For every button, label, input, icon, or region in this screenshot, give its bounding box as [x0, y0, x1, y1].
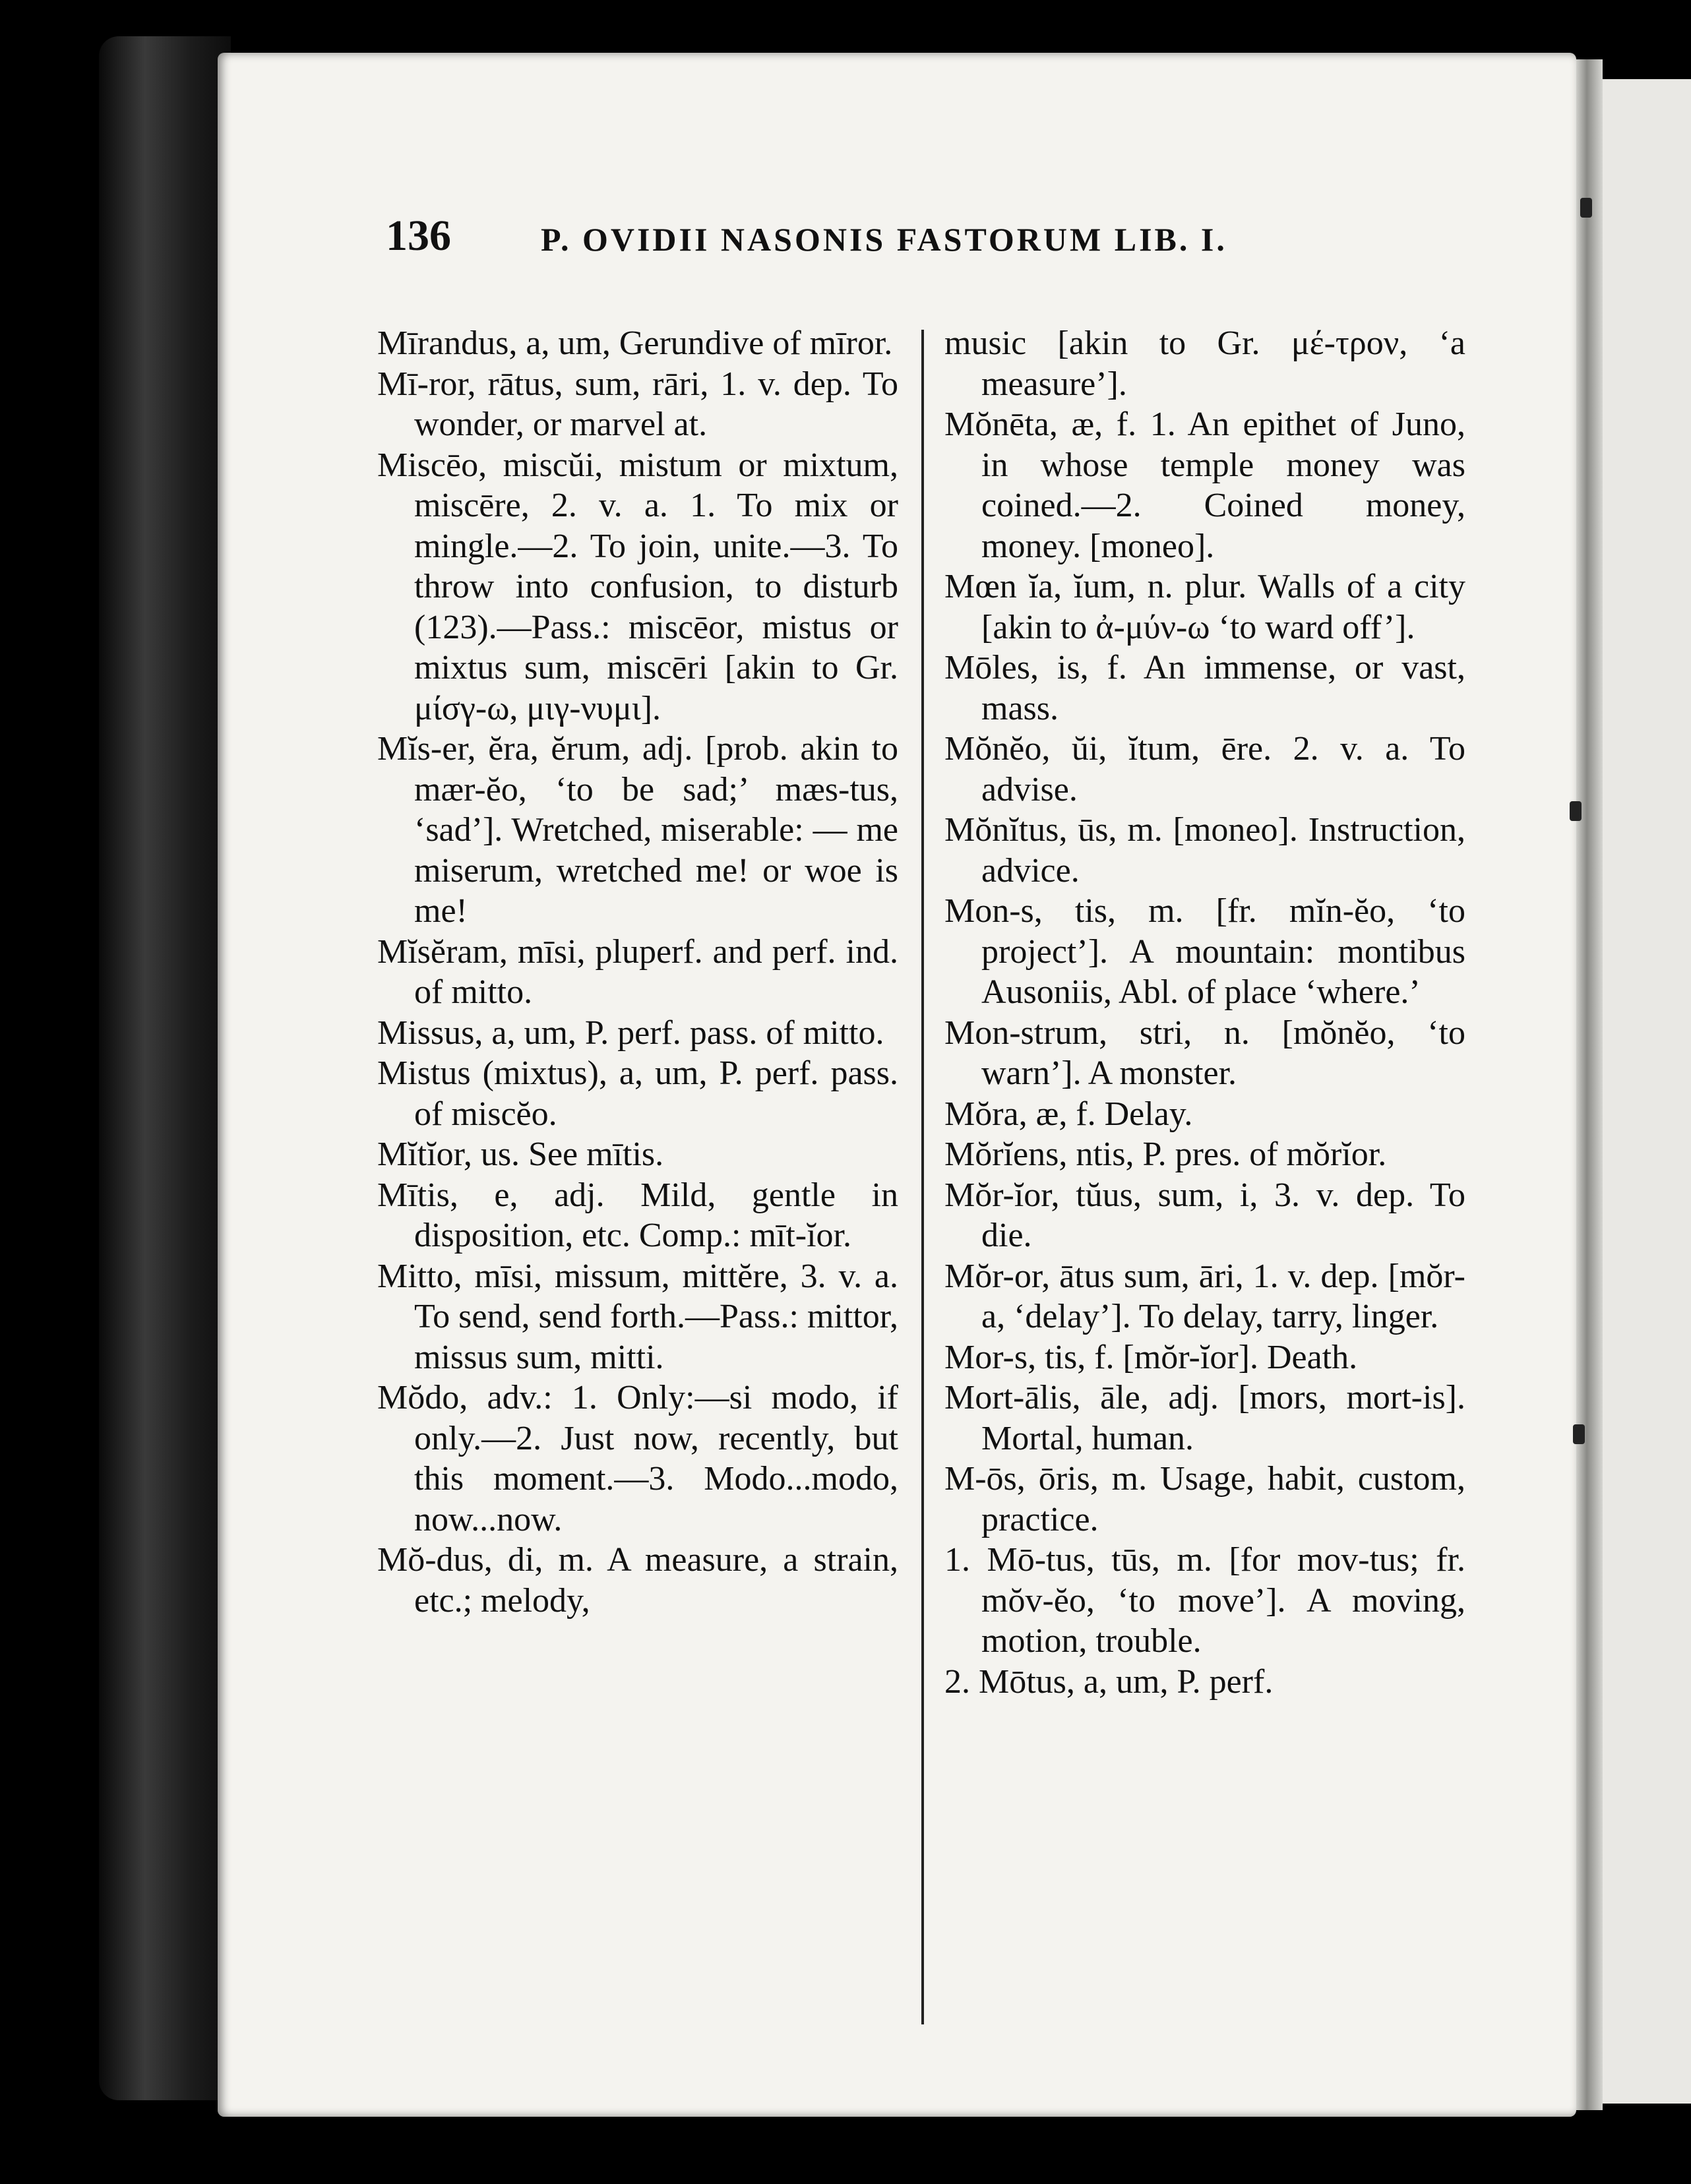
dictionary-entry: Mŏr-ĭor, tŭus, sum, i, 3. v. dep. To die.	[944, 1176, 1465, 1254]
running-head	[386, 211, 1375, 270]
dictionary-entry: music [akin to Gr. μέ-τρον, ‘a measure’].	[944, 324, 1465, 403]
running-title: P. OVIDII NASONIS FASTORUM LIB. I.	[541, 221, 1227, 258]
left-column	[377, 323, 898, 1621]
adjacent-page-edge	[1603, 79, 1691, 2104]
dictionary-entry: Mŏr-or, ātus sum, āri, 1. v. dep. [mŏr-a, ‘delay’]. To delay, tarry, linger.	[944, 1257, 1465, 1335]
dictionary-entry: Mŏ-dus, di, m. A measure, a strain, etc.; melody,	[377, 1541, 898, 1620]
page-number: 136	[386, 212, 451, 260]
dictionary-entry: Mort-ālis, āle, adj. [mors, mort-is]. Mortal, human.	[944, 1379, 1465, 1457]
dictionary-entry: Mŏnĭtus, ūs, m. [moneo]. Instruction, advice.	[944, 811, 1465, 890]
edge-mark	[1570, 801, 1582, 821]
dictionary-entry: Mon-s, tis, m. [fr. mĭn-ĕo, ‘to project’]. A mountain: montibus Ausoniis, Abl. of place ‘where.’	[944, 892, 1465, 1011]
dictionary-entry: Mŏdo, adv.: 1. Only:—si modo, if only.—2. Just now, recently, but this moment.—3. Modo...modo, now...now.	[377, 1379, 898, 1538]
dictionary-entry: Mœn ĭa, ĭum, n. plur. Walls of a city [akin to ἀ-μύν-ω ‘to ward off’].	[944, 568, 1465, 646]
dictionary-entry: Mĭs-er, ĕra, ĕrum, adj. [prob. akin to mær-ĕo, ‘to be sad;’ mæs-tus, ‘sad’]. Wretched, miserable: — me miserum, wretched me! or woe is me!	[377, 730, 898, 930]
dictionary-entry: Mōles, is, f. An immense, or vast, mass.	[944, 649, 1465, 727]
dictionary-entry: M-ōs, ōris, m. Usage, habit, custom, practice.	[944, 1460, 1465, 1538]
right-column	[944, 323, 1465, 1702]
dictionary-entry: 2. Mōtus, a, um, P. perf.	[944, 1662, 1274, 1701]
dictionary-entry: Mĭsĕram, mīsi, pluperf. and perf. ind. of mitto.	[377, 932, 898, 1011]
book-spine	[99, 36, 231, 2100]
dictionary-entry: Missus, a, um, P. perf. pass. of mitto.	[377, 1014, 884, 1052]
dictionary-entry: Mīrandus, a, um, Gerundive of mīror.	[377, 324, 893, 362]
dictionary-entry: Mŏrĭens, ntis, P. pres. of mŏrĭor.	[944, 1136, 1387, 1173]
page-fore-edge	[1576, 59, 1603, 2110]
dictionary-entry: Mĭtĭor, us. See mītis.	[377, 1136, 664, 1173]
dictionary-entry: Mistus (mixtus), a, um, P. perf. pass. of miscĕo.	[377, 1054, 898, 1133]
dictionary-entry: Mī-ror, rātus, sum, rāri, 1. v. dep. To wonder, or marvel at.	[377, 365, 898, 443]
edge-mark	[1580, 198, 1592, 218]
dictionary-entry: Mor-s, tis, f. [mŏr-ĭor]. Death.	[944, 1338, 1358, 1376]
dictionary-entry: Mon-strum, stri, n. [mŏnĕo, ‘to warn’]. A monster.	[944, 1014, 1465, 1092]
dictionary-entry: Mītis, e, adj. Mild, gentle in disposition, etc. Comp.: mīt-ĭor.	[377, 1176, 898, 1254]
dictionary-entry: Mŏnĕo, ŭi, ĭtum, ēre. 2. v. a. To advise.	[944, 730, 1465, 808]
dictionary-entry: Miscēo, miscŭi, mistum or mixtum, miscēre, 2. v. a. 1. To mix or mingle.—2. To join, unite.—3. To throw into confusion, to disturb (123).—Pass.: miscēor, mistus or mixtus sum, miscēri [akin to Gr. μίσγ-ω, μιγ-νυμι].	[377, 446, 898, 727]
dictionary-entry: 1. Mō-tus, tūs, m. [for mov-tus; fr. mŏv-ĕo, ‘to move’]. A moving, motion, trouble.	[944, 1541, 1465, 1660]
dictionary-entry: Mŏra, æ, f. Delay.	[944, 1095, 1193, 1133]
column-divider	[921, 330, 924, 2024]
dictionary-entry: Mitto, mīsi, missum, mittĕre, 3. v. a. To send, send forth.—Pass.: mittor, missus sum, mitti.	[377, 1257, 898, 1376]
edge-mark	[1573, 1424, 1585, 1444]
dictionary-entry: Mŏnēta, æ, f. 1. An epithet of Juno, in whose temple money was coined.—2. Coined money, money. [moneo].	[944, 406, 1465, 565]
